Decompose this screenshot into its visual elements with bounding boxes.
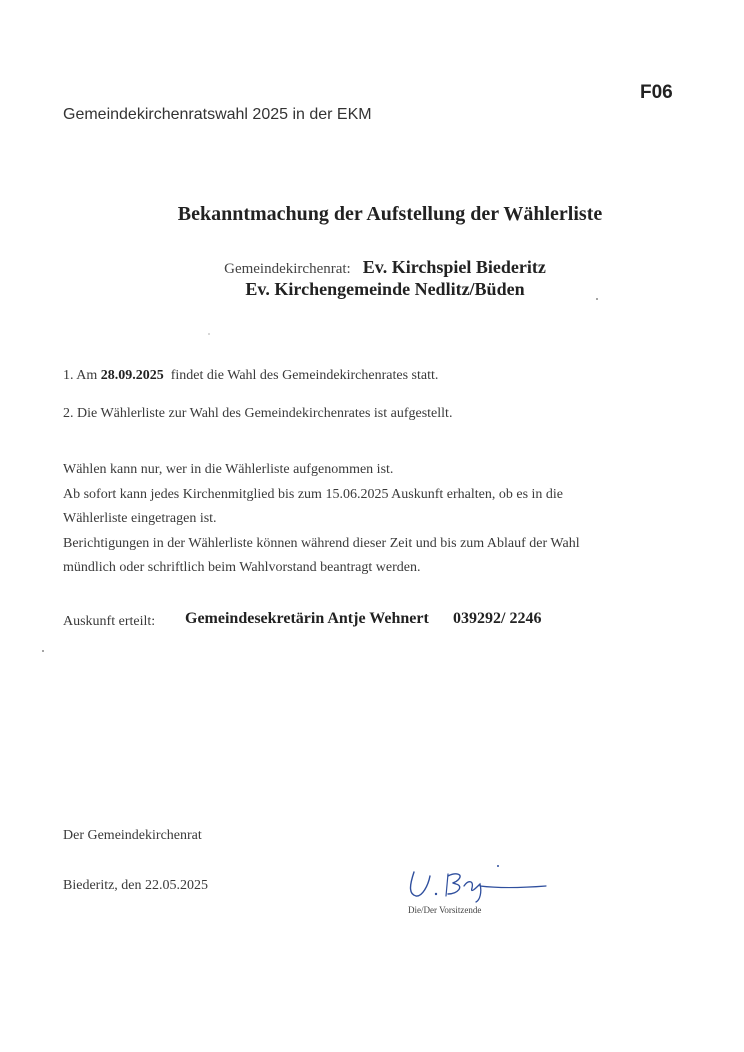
council-label: Gemeindekirchenrat: <box>224 261 351 277</box>
council-line-1 <box>0 256 744 280</box>
form-code: F06 <box>640 82 673 103</box>
paragraph-line-4: Berichtigungen in der Wählerliste können während dieser Zeit und bis zum Ablauf der Wahl <box>63 535 580 551</box>
paragraph-line-3: Wählerliste eingetragen ist. <box>63 511 217 526</box>
info-phone: 039292/ 2246 <box>453 610 542 627</box>
item-1-prefix: 1. Am <box>63 368 98 383</box>
council-name-2: Ev. Kirchengemeinde Nedlitz/Büden <box>245 279 525 299</box>
info-row <box>63 610 542 630</box>
paragraph-line-2: Ab sofort kann jedes Kirchenmitglied bis zum 15.06.2025 Auskunft erhalten, ob es in die <box>63 486 564 502</box>
scan-speck <box>596 298 598 300</box>
info-person: Gemeindesekretärin Antje Wehnert <box>185 610 429 627</box>
paragraph-line-1: Wählen kann nur, wer in die Wählerliste aufgenommen ist. <box>63 462 394 477</box>
voter-list-paragraph <box>63 458 580 581</box>
signer-role: Die/Der Vorsitzende <box>408 905 482 915</box>
item-election-date <box>63 368 438 384</box>
council-name-1: Ev. Kirchspiel Biederitz <box>362 257 546 277</box>
paragraph-line-5: mündlich oder schriftlich beim Wahlvorstand beantragt werden. <box>63 560 421 575</box>
council-signature-line: Der Gemeindekirchenrat <box>63 828 202 843</box>
place-date: Biederitz, den 22.05.2025 <box>63 878 209 893</box>
scan-speck <box>208 333 210 335</box>
election-header: Gemeindekirchenratswahl 2025 in der EKM <box>63 106 372 123</box>
election-date: 28.09.2025 <box>100 368 164 383</box>
info-label: Auskunft erteilt: <box>63 614 156 629</box>
handwritten-signature-icon <box>400 862 550 904</box>
document-title: Bekanntmachung der Aufstellung der Wählerliste <box>177 203 603 225</box>
item-list-prepared: 2. Die Wählerliste zur Wahl des Gemeindekirchenrates ist aufgestellt. <box>63 406 453 421</box>
scan-speck <box>42 650 44 652</box>
item-1-suffix: findet die Wahl des Gemeindekirchenrates statt. <box>170 368 439 383</box>
